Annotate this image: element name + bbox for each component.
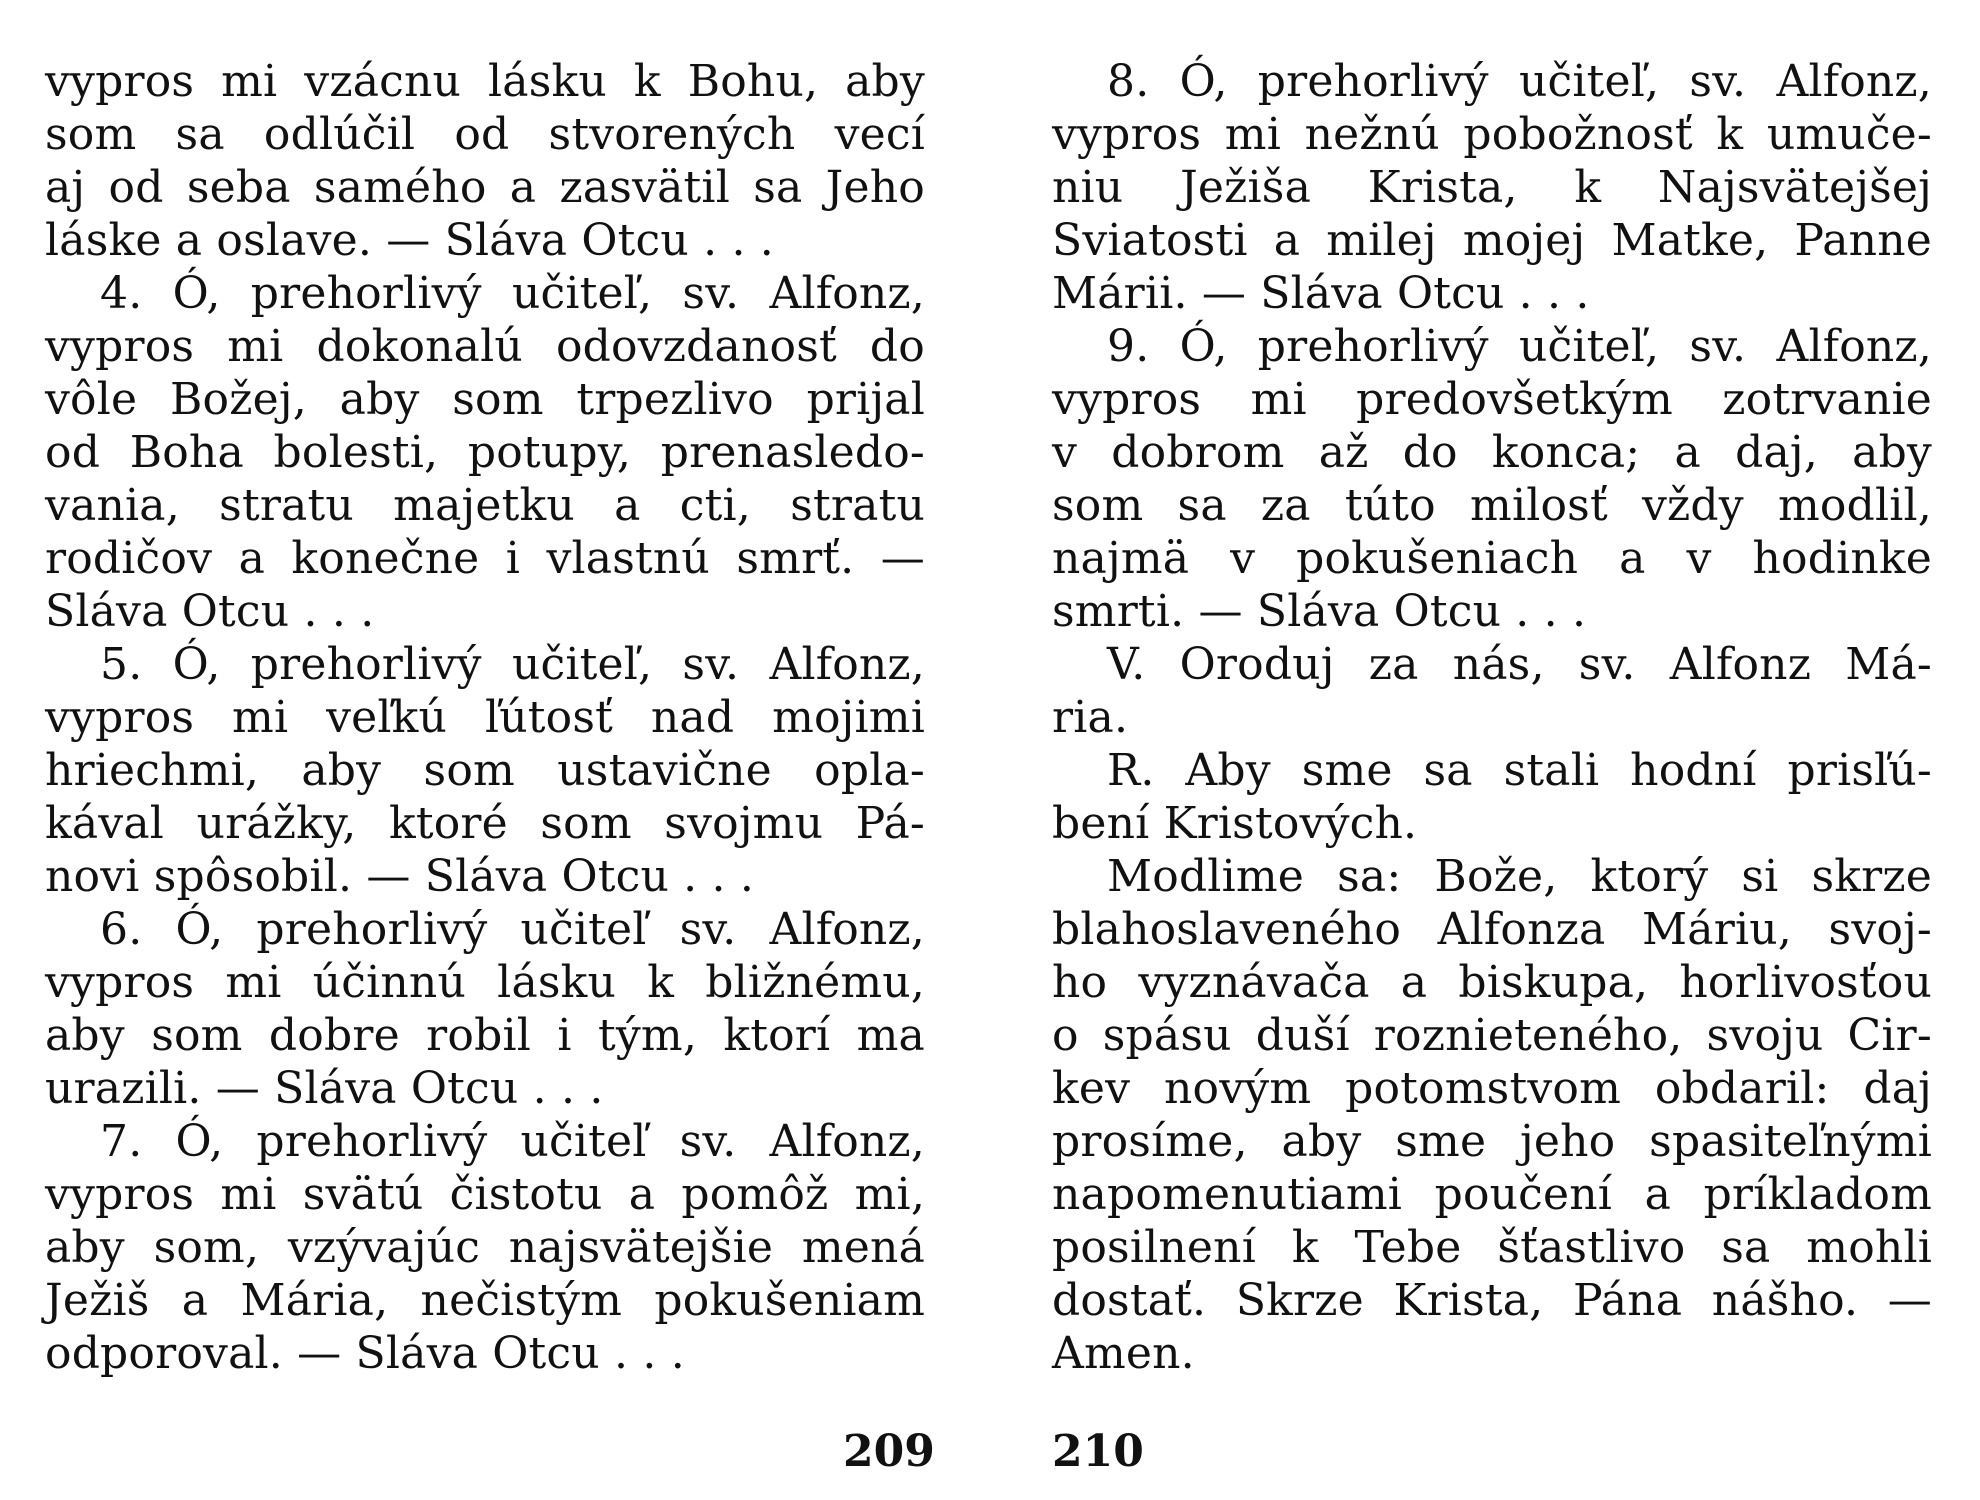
page-number-left: 209 (843, 1426, 935, 1477)
text-line: Sviatosti a milej mojej Matke, Panne (1052, 215, 1932, 266)
text-line: smrti. — Sláva Otcu . . . (1052, 586, 1587, 637)
text-line: o spásu duší roznieteného, svoju Cir- (1052, 1010, 1932, 1061)
text-line: láske a oslave. — Sláva Otcu . . . (45, 215, 774, 266)
text-line: Ježiš a Mária, nečistým pokušeniam (45, 1275, 925, 1326)
text-line: 5. Ó, prehorlivý učiteľ, sv. Alfonz, (100, 639, 925, 690)
text-line: vypros mi predovšetkým zotrvanie (1052, 374, 1932, 425)
text-line: V. Oroduj za nás, sv. Alfonz Má- (1107, 639, 1932, 690)
text-line: napomenutiami poučení a príkladom (1052, 1169, 1932, 1220)
text-line: 8. Ó, prehorlivý učiteľ, sv. Alfonz, (1107, 56, 1932, 107)
text-line: 7. Ó, prehorlivý učiteľ sv. Alfonz, (100, 1116, 925, 1167)
text-line: rodičov a konečne i vlastnú smrť. — (45, 533, 925, 584)
text-line: vypros mi účinnú lásku k bližnému, (45, 957, 925, 1008)
text-line: vypros mi dokonalú odovzdanosť do (45, 321, 925, 372)
text-line: novi spôsobil. — Sláva Otcu . . . (45, 851, 755, 902)
text-line: ria. (1052, 692, 1129, 743)
text-line: prosíme, aby sme jeho spasiteľnými (1052, 1116, 1932, 1167)
text-line: kev novým potomstvom obdaril: daj (1052, 1063, 1932, 1114)
text-line: 6. Ó, prehorlivý učiteľ sv. Alfonz, (100, 904, 925, 955)
text-line: 4. Ó, prehorlivý učiteľ, sv. Alfonz, (100, 268, 925, 319)
text-line: niu Ježiša Krista, k Najsvätejšej (1052, 162, 1932, 213)
text-line: bení Kristových. (1052, 798, 1418, 849)
right-page-text (1052, 55, 1932, 1380)
left-page-text (45, 55, 925, 1380)
text-line: som sa za túto milosť vždy modlil, (1052, 480, 1932, 531)
text-line: vôle Božej, aby som trpezlivo prijal (45, 374, 925, 425)
text-line: posilnení k Tebe šťastlivo sa mohli (1052, 1222, 1932, 1273)
page-number-right: 210 (1052, 1426, 1144, 1477)
text-line: vypros mi vzácnu lásku k Bohu, aby (45, 56, 925, 107)
text-line: Márii. — Sláva Otcu . . . (1052, 268, 1590, 319)
text-line: najmä v pokušeniach a v hodinke (1052, 533, 1932, 584)
text-line: vypros mi svätú čistotu a pomôž mi, (45, 1169, 925, 1220)
text-line: Amen. (1052, 1328, 1195, 1379)
text-line: odporoval. — Sláva Otcu . . . (45, 1328, 685, 1379)
text-line: urazili. — Sláva Otcu . . . (45, 1063, 604, 1114)
text-line: hriechmi, aby som ustavične opla- (45, 745, 925, 796)
text-line: aby som dobre robil i tým, ktorí ma (45, 1010, 925, 1061)
text-line: blahoslaveného Alfonza Máriu, svoj- (1052, 904, 1932, 955)
text-line: dostať. Skrze Krista, Pána nášho. — (1052, 1275, 1932, 1326)
text-line: ho vyznávača a biskupa, horlivosťou (1052, 957, 1932, 1008)
text-line: Sláva Otcu . . . (45, 586, 375, 637)
text-line: v dobrom až do konca; a daj, aby (1052, 427, 1932, 478)
text-line: kával urážky, ktoré som svojmu Pá- (45, 798, 925, 849)
text-line: 9. Ó, prehorlivý učiteľ, sv. Alfonz, (1107, 321, 1932, 372)
text-line: vypros mi nežnú pobožnosť k umuče- (1052, 109, 1932, 160)
text-line: aby som, vzývajúc najsvätejšie mená (45, 1222, 925, 1273)
text-line: aj od seba samého a zasvätil sa Jeho (45, 162, 925, 213)
text-line: som sa odlúčil od stvorených vecí (45, 109, 925, 160)
text-line: Modlime sa: Bože, ktorý si skrze (1107, 851, 1932, 902)
text-line: od Boha bolesti, potupy, prenasledo- (45, 427, 925, 478)
text-line: R. Aby sme sa stali hodní prisľú- (1107, 745, 1932, 796)
text-line: vania, stratu majetku a cti, stratu (45, 480, 925, 531)
text-line: vypros mi veľkú ľútosť nad mojimi (45, 692, 925, 743)
